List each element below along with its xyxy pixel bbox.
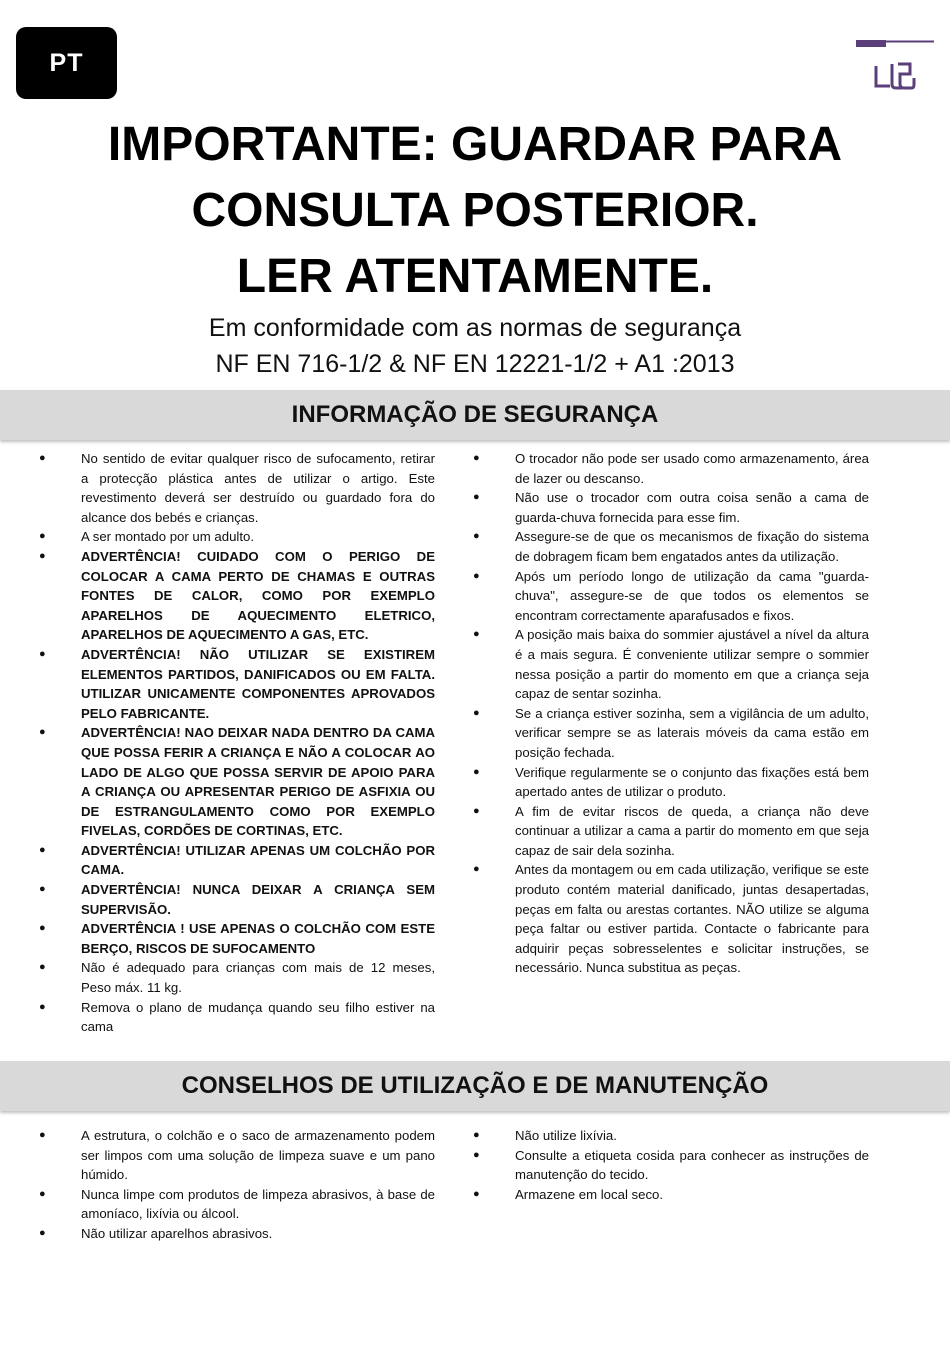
list-item — [39, 723, 435, 841]
bullet-icon: ● — [473, 706, 480, 719]
list-item — [39, 645, 435, 723]
list-item — [473, 1146, 869, 1185]
list-item-text: Nunca limpe com produtos de limpeza abrasivos, à base de amoníaco, lixívia ou álcool. — [81, 1186, 435, 1222]
bullet-icon: ● — [39, 1000, 46, 1013]
list-item-text: Não use o trocador com outra coisa senão a cama de guarda-chuva fornecida para esse fim. — [515, 490, 869, 525]
care-list-left — [39, 1126, 435, 1244]
list-item-text: Após um período longo de utilização da cama "guarda-chuva", assegure-se de que todos os elementos se encontram correctamente aparafusados e fixos. — [515, 568, 869, 623]
bullet-icon: ● — [39, 726, 46, 739]
list-item-text: O trocador não pode ser usado como armazenamento, área de lazer ou descanso. — [515, 451, 869, 486]
list-item — [39, 958, 435, 997]
list-item-text: Assegure-se de que os mecanismos de fixação do sistema de dobragem ficam bem engatados antes da utilização. — [515, 529, 869, 564]
bullet-icon: ● — [39, 1129, 46, 1141]
care-section-heading: CONSELHOS DE UTILIZAÇÃO E DE MANUTENÇÃO — [0, 1061, 950, 1111]
bullet-icon: ● — [473, 628, 480, 641]
list-item — [473, 802, 869, 861]
bullet-icon: ● — [39, 843, 46, 856]
list-item-text: A estrutura, o colchão e o saco de armazenamento podem ser limpos com uma solução de limpeza suave e um pano húmido. — [81, 1128, 435, 1183]
list-item-text: Não utilizar aparelhos abrasivos. — [81, 1225, 273, 1241]
bullet-icon: ● — [473, 1129, 480, 1141]
list-item — [473, 1185, 869, 1205]
list-item — [39, 880, 435, 919]
list-item — [39, 1185, 435, 1224]
list-item — [39, 1126, 435, 1185]
safety-list-right — [473, 449, 869, 978]
bullet-icon: ● — [39, 452, 46, 464]
bullet-icon: ● — [473, 491, 480, 504]
list-item-text: ADVERTÊNCIA! NUNCA DEIXAR A CRIANÇA SEM SUPERVISÃO. — [81, 882, 435, 917]
list-item — [473, 1126, 869, 1146]
list-item-text: Verifique regularmente se o conjunto das fixações está bem apertado antes de utilizar o produto. — [515, 764, 869, 800]
bullet-icon: ● — [39, 883, 46, 896]
list-item-text: Antes da montagem ou em cada utilização, verifique se este produto contém material danificado, juntas desapertadas, peças em falta ou arestas cortantes. NÃO utilize se alguma peça faltar ou estiver partida. Contacte o fabricante para adquirir peças sobresselentes e solicitar instruções, se necessário. Nunca substitua as peças. — [515, 862, 869, 976]
title-line: LER ATENTAMENTE. — [236, 250, 714, 303]
list-item — [473, 704, 869, 763]
bullet-icon: ● — [39, 961, 46, 974]
list-item-text: A ser montado por um adulto. — [81, 529, 255, 545]
bullet-icon: ● — [473, 863, 480, 876]
list-item-text: Remova o plano de mudança quando seu filho estiver na cama — [81, 999, 435, 1035]
list-item — [473, 860, 869, 978]
list-item-text: ADVERTÊNCIA! CUIDADO COM O PERIGO DE COLOCAR A CAMA PERTO DE CHAMAS E OUTRAS FONTES DE CALOR, COMO POR EXEMPLO APARELHOS DE AQUECIMENTO ELETRICO, APARELHOS DE AQUECIMENTO A GAS, ETC. — [81, 548, 435, 643]
bullet-icon: ● — [39, 530, 46, 543]
list-item-text: No sentido de evitar qualquer risco de sufocamento, retirar a protecção plástica antes de utilizar o artigo. Este revestimento deverá ser destruído ou guardado fora do alcance dos bebés e crianças. — [81, 451, 435, 525]
list-item — [39, 449, 435, 527]
list-item-text: ADVERTÊNCIA! UTILIZAR APENAS UM COLCHÃO POR CAMA. — [81, 842, 435, 878]
list-item-text: Se a criança estiver sozinha, sem a vigilância de um adulto, verificar sempre se as laterais móveis da cama estão em posição fechada. — [515, 705, 869, 760]
bullet-icon: ● — [39, 647, 46, 660]
list-item — [39, 841, 435, 880]
list-item-text: Consulte a etiqueta cosida para conhecer as instruções de manutenção do tecido. — [515, 1147, 869, 1183]
list-item-text: Não é adequado para crianças com mais de 12 meses, Peso máx. 11 kg. — [81, 960, 435, 996]
list-item-text: ADVERTÊNCIA ! USE APENAS O COLCHÃO COM ESTE BERÇO, RISCOS DE SUFOCAMENTO — [81, 921, 435, 956]
bullet-icon: ● — [473, 804, 480, 817]
list-item-text: ADVERTÊNCIA! NAO DEIXAR NADA DENTRO DA CAMA QUE POSSA FERIR A CRIANÇA E NÃO A COLOCAR AO LADO DE ALGO QUE POSSA SERVIR DE APOIO PARA A CRIANÇA OU APRESENTAR PERIGO DE ASFIXIA OU DE ESTRANGULAMENTO COMO POR EXEMPLO FIVELAS, CORDÕES DE CORTINAS, ETC. — [81, 725, 435, 839]
list-item — [473, 567, 869, 626]
list-item — [39, 919, 435, 958]
bullet-icon: ● — [39, 1187, 46, 1200]
bullet-icon: ● — [473, 765, 480, 778]
subtitle-line: NF EN 716-1/2 & NF EN 12221-1/2 + A1 :2013 — [215, 350, 735, 378]
care-list-right — [473, 1126, 869, 1204]
list-item — [473, 488, 869, 527]
title-line: IMPORTANTE: GUARDAR PARA — [107, 118, 843, 171]
list-item — [473, 527, 869, 566]
brand-logo-icon — [852, 36, 936, 92]
page-title — [0, 112, 950, 310]
bullet-icon: ● — [473, 569, 480, 582]
standards-subtitle — [0, 310, 950, 382]
list-item — [473, 763, 869, 802]
list-item-text: Não utilize lixívia. — [515, 1128, 617, 1143]
list-item-text: A fim de evitar riscos de queda, a criança não deve continuar a utilizar a cama a partir do momento em que seja capaz de sair dela sozinha. — [515, 803, 869, 858]
bullet-icon: ● — [473, 1187, 480, 1200]
list-item — [473, 625, 869, 703]
list-item — [39, 527, 435, 547]
bullet-icon: ● — [39, 549, 46, 562]
list-item — [473, 449, 869, 488]
bullet-icon: ● — [39, 922, 46, 935]
list-item — [39, 547, 435, 645]
bullet-icon: ● — [473, 1148, 480, 1161]
bullet-icon: ● — [39, 1226, 46, 1239]
bullet-icon: ● — [473, 530, 480, 543]
title-line: CONSULTA POSTERIOR. — [191, 184, 759, 237]
safety-list-left — [39, 449, 435, 1037]
list-item — [39, 998, 435, 1037]
list-item — [39, 1224, 435, 1244]
subtitle-line: Em conformidade com as normas de segurança — [208, 314, 742, 342]
bullet-icon: ● — [473, 452, 480, 464]
list-item-text: ADVERTÊNCIA! NÃO UTILIZAR SE EXISTIREM ELEMENTOS PARTIDOS, DANIFICADOS OU EM FALTA. UTILIZAR UNICAMENTE COMPONENTES APROVADOS PELO FABRICANTE. — [81, 646, 435, 721]
list-item-text: Armazene em local seco. — [515, 1186, 664, 1202]
language-badge: PT — [16, 27, 117, 99]
safety-section-heading: INFORMAÇÃO DE SEGURANÇA — [0, 390, 950, 440]
list-item-text: A posição mais baixa do sommier ajustável a nível da altura é a mais segura. É conveniente utilizar sempre o sommier nessa posição a partir do momento em que a criança seja capaz de sentar sozinha. — [515, 627, 869, 702]
